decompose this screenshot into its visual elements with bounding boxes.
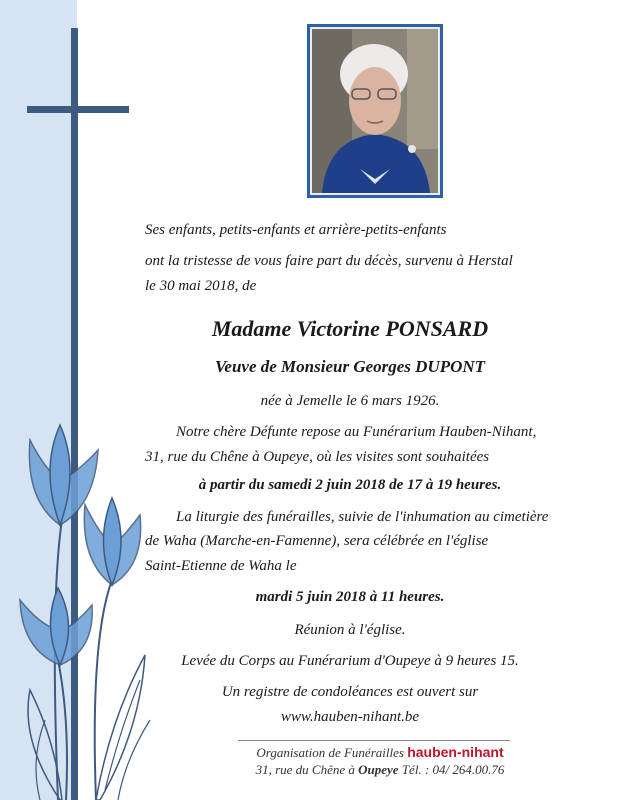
portrait-frame [307,24,443,198]
funeral-line-1: La liturgie des funérailles, suivie de l'inhumation au cimetière [176,509,549,525]
tulip-icon [20,588,92,665]
intro-line-2: ont la tristesse de vous faire part du décès, survenu à Herstal [145,253,513,269]
cross-and-flowers-decoration [0,0,160,800]
portrait-photo [310,27,440,195]
birth-info: née à Jemelle le 6 mars 1926. [260,393,440,409]
visitation-line-1: Notre chère Défunte repose au Funérarium Hauben-Nihant, [176,424,537,440]
levee-note: Levée du Corps au Funérarium d'Oupeye à 9 heures 15. [181,653,519,669]
funeral-date: mardi 5 juin 2018 à 11 heures. [255,589,445,605]
website-link[interactable]: www.hauben-nihant.be [280,709,420,725]
deceased-name: Madame Victorine PONSARD [211,316,489,341]
funeral-line-2: de Waha (Marche-en-Famenne), sera célébrée en l'église [145,533,489,549]
footer-org [200,744,560,761]
footer-phone: Tél. : 04/ 264.00.76 [401,762,505,777]
tulip-icon [84,498,140,585]
reunion-note: Réunion à l'église. [294,622,406,638]
intro-line-3: le 30 mai 2018, de [145,278,257,294]
widow-of: Veuve de Monsieur Georges DUPONT [214,357,486,376]
visitation-line-2: 31, rue du Chêne à Oupeye, où les visites sont souhaitées [145,449,490,465]
footer-address-prefix: 31, rue du Chêne à [255,762,355,777]
funeral-line-3: Saint-Etienne de Waha le [145,558,297,574]
registry-note: Un registre de condoléances est ouvert sur [221,684,479,700]
intro-line-1: Ses enfants, petits-enfants et arrière-petits-enfants [145,222,447,238]
cross-icon [71,28,78,800]
footer-address [200,762,560,778]
visitation-time: à partir du samedi 2 juin 2018 de 17 à 19 heures. [198,477,502,493]
footer-divider [238,740,510,741]
brand-logo: hauben-nihant [407,744,504,760]
footer-org-prefix: Organisation de Funérailles [256,745,404,760]
footer-town: Oupeye [358,762,399,777]
